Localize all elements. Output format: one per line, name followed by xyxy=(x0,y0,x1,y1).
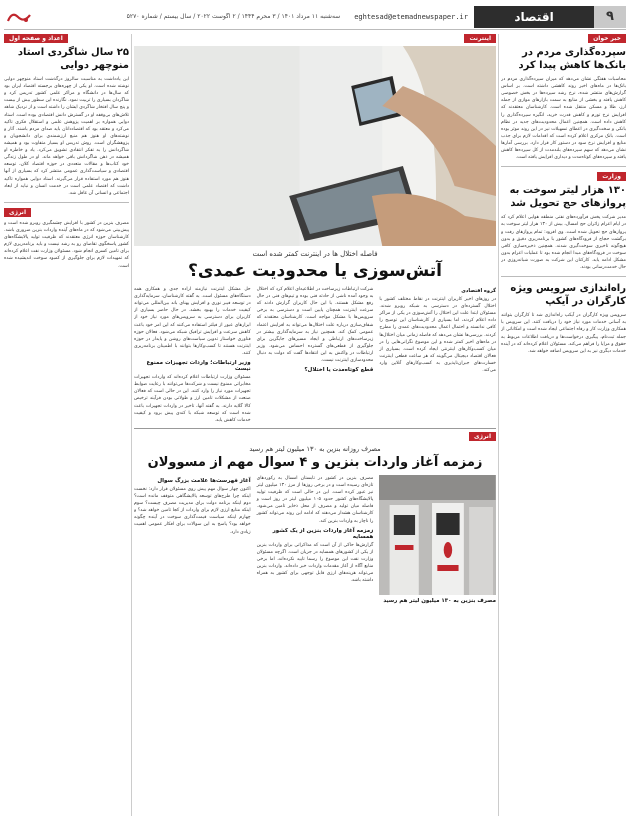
section-tag: خبر خوان xyxy=(588,34,626,43)
article-subhead: مصرف بنزین به ۱۳۰ میلیون لیتر هم رسید xyxy=(383,597,496,604)
second-headline: زمزمه آغاز واردات بنزین و ۴ سوال مهم از مسوولان xyxy=(147,454,483,470)
page-number: ۹ xyxy=(594,6,626,28)
article-headline: راه‌اندازی سرویس ویژه کارگران در آیکپ xyxy=(510,283,626,308)
article-body: این یادداشت به مناسبت سالروز درگذشت استاد منوچهر دوایی نوشته شده است. او یکی از چهره‌های برجسته اقتصاد ایران بود که سال‌ها در دانشگاه و مراکز علمی کشور تدریس کرد و شاگردان بسیاری را تربیت نمود. نگارنده این سطور بیش از بیست و پنج سال افتخار شاگردی ایشان را داشته است و از نزدیک شاهد تلاش‌های بی‌وقفه او در گسترش دانش اقتصادی بوده است. استاد دوایی همواره بر اهمیت پژوهش علمی و استقلال فکری تاکید می‌کرد و معتقد بود که اقتصاددانان باید صدای مردم باشند. آثار و نوشته‌های او هنوز هم منبع ارزشمندی برای دانشجویان و پژوهشگران است. روش تدریس او بسیار متفاوت بود و همیشه شاگردانش را به تفکر انتقادی تشویق می‌کرد. یاد و خاطره او همیشه در ذهن شاگردانش باقی خواهد ماند. او در طول زندگی خود کتاب‌ها و مقالات متعددی در حوزه اقتصاد کلان، توسعه اقتصادی و سیاست‌گذاری عمومی منتشر کرد که بسیاری از آنها هنوز هم مورد استفاده قرار می‌گیرند. استاد دوایی همواره تاکید داشت که اقتصاد علمی است در خدمت انسان و نباید از ابعاد اجتماعی و انسانی آن غافل شد. xyxy=(4,77,129,196)
section-title: اقتصاد xyxy=(474,6,594,28)
article-kicker: فاصله اختلال ها در اینترنت کمتر شده است xyxy=(252,250,378,258)
article-body: اکنون چهار سوال مهم پیش روی مسئولان قرار دارد: نخست اینکه چرا طرح‌های توسعه پالایشگاهی متوقف مانده است؟ دوم اینکه برنامه دولت برای مدیریت مصرف چیست؟ سوم اینکه منابع ارزی لازم برای واردات از کجا تامین خواهد شد؟ و چهارم اینکه سیاست قیمت‌گذاری سوخت در آینده چگونه خواهد بود؟ پاسخ به این سوالات برای افکار عمومی اهمیت زیادی دارد. xyxy=(134,486,251,535)
article-body: شرکت ارتباطات زیرساخت در اطلاعیه‌ای اعلام کرد که اختلال به وجود آمده ناشی از حادثه فنی بوده و تیم‌های فنی در حال رفع مشکل هستند. با این حال کاربران گزارش دادند که سرعت اینترنت همچنان پایین است و دسترسی به برخی سرویس‌ها با مشکل مواجه است. کارشناسان معتقدند که شفاف‌سازی درباره علت اختلال‌ها می‌تواند به افزایش اعتماد عمومی کمک کند. همچنین نیاز به سرمایه‌گذاری بیشتر در زیرساخت‌های ارتباطی و ایجاد مسیرهای جایگزین برای جلوگیری از قطعی‌های گسترده احساس می‌شود. وزیر ارتباطات در واکنش به این انتقادها گفت که دولت به دنبال محدودسازی اینترنت نیست. xyxy=(256,287,374,364)
article-body: حل مشکل اینترنت نیازمند اراده جدی و همکاری همه دستگاه‌های مسئول است. به گفته کارشناسان، سرمایه‌گذاری در توسعه فیبر نوری و افزایش پهنای باند بین‌المللی می‌تواند کیفیت خدمات را بهبود بخشد. در حال حاضر بسیاری از کاربران برای دسترسی به سرویس‌های مورد نیاز خود از ابزارهای عبور از فیلتر استفاده می‌کنند که این امر خود باعث کاهش سرعت و افزایش ترافیک شبکه می‌شود. فعالان حوزه فناوری خواستار تدوین سیاست‌های روشن و پایدار در حوزه اینترنت هستند تا کسب‌وکارها بتوانند با اطمینان برنامه‌ریزی کنند. xyxy=(134,287,251,356)
byline: گروه اقتصادی xyxy=(461,288,496,294)
article-body: گزارش‌ها حاکی از آن است که مذاکراتی برای واردات بنزین از یکی از کشورهای همسایه در جریان است. اگرچه مسئولان وزارت نفت این موضوع را رسما تایید نکرده‌اند، اما برخی منابع آگاه از آغاز مقدمات واردات خبر داده‌اند. واردات بنزین می‌تواند هزینه‌های ارزی قابل توجهی برای کشور به همراه داشته باشد. xyxy=(256,542,374,584)
left-column xyxy=(4,34,129,816)
section-tag: اعداد و صفحه اول xyxy=(4,34,68,43)
article-headline: ۲۵ سال شاگردی استاد منوچهر دوایی xyxy=(17,47,129,71)
article-body: محاسبات هفتگی نشان می‌دهد که میزان سپرده‌گذاری مردم در بانک‌ها در ماه‌های اخیر روند کاهشی داشته است. بر اساس گزارش‌های منتشر شده، نرخ رشد سپرده‌ها در بخش خصوصی کاهش یافته و بخشی از منابع به سمت بازارهای موازی از جمله ارز، طلا و مسکن منتقل شده است. کارشناسان معتقدند که افزایش نرخ تورم و کاهش قدرت خرید، انگیزه سپرده‌گذاری را کاهش داده است. همچنین اعمال محدودیت‌های جدید در نظام بانکی و سخت‌گیری در اعطای تسهیلات نیز در این روند موثر بوده است. بانک مرکزی اعلام کرده است که اقدامات لازم برای جذب منابع و افزایش نرخ سود در دستور کار قرار دارد. بررسی آمارها نشان می‌دهد که سهم سپرده‌های بلندمدت از کل سپرده‌ها کاهش یافته و سپرده‌های کوتاه‌مدت و دیداری افزایش یافته است. xyxy=(501,77,626,161)
article-body: مصرف بنزین در کشور در تابستان امسال به رکوردهای تازه‌ای رسیده است و در برخی روزها از مرز ۱۳۰ میلیون لیتر نیز عبور کرده است. این در حالی است که ظرفیت تولید پالایشگاه‌های کشور حدود ۱۰۵ میلیون لیتر در روز است و فاصله میان تولید و مصرف از محل ذخایر تامین می‌شود. کارشناسان هشدار می‌دهند که ادامه این روند می‌تواند کشور را ناچار به واردات بنزین کند. xyxy=(256,475,374,524)
section-tag: انرژی xyxy=(469,432,496,441)
article-body: مدیر شرکت پخش فرآورده‌های نفتی منطقه هوایی اعلام کرد که در ایام اعزام زائران حج امسال، بیش از ۱۳۰ هزار لیتر سوخت به پروازهای حج تحویل شده است. وی افزود: تمام پروازهای رفت و برگشت حجاج از فرودگاه‌های کشور با برنامه‌ریزی دقیق و بدون هیچ‌گونه تاخیری سوخت‌گیری شدند. همچنین ذخیره‌سازی کافی سوخت در فرودگاه‌های مبدا انجام شده بود تا عملیات اعزام بدون مشکل ادامه یابد. کارکنان این شرکت به صورت شبانه‌روزی در حال خدمت‌رسانی بودند. xyxy=(501,215,626,271)
article-subhead: آغاز فهرست‌ها علامت بزرگ سوال xyxy=(157,477,251,484)
article-kicker: مصرف روزانه بنزین به ۱۳۰ میلیون لیتر هم رسید xyxy=(249,444,381,453)
article-body: سرویس ویژه کارگران در آیکپ راه‌اندازی شد تا کارگران بتوانند به آسانی خدمات مورد نیاز خود را دریافت کنند. این سرویس با همکاری وزارت کار و رفاه اجتماعی ایجاد شده است و امکاناتی از جمله ثبت‌نام، پیگیری درخواست‌ها و دریافت اطلاعات مربوط به حقوق و مزایا را فراهم می‌کند. مسئولان اعلام کرده‌اند که در آینده خدمات دیگری نیز به این سرویس اضافه خواهد شد. xyxy=(501,313,626,354)
section-tag: انرژی xyxy=(4,208,31,217)
article-photo xyxy=(134,46,496,246)
column-divider xyxy=(498,34,499,816)
section-tag: اینترنت xyxy=(464,34,496,43)
article-body: در روزهای اخیر کاربران اینترنت در نقاط مختلف کشور با اختلال گسترده‌ای در دسترسی به شبکه روبرو شدند. مسئولان ابتدا علت این اختلال را آتش‌سوزی در یکی از مراکز داده اعلام کردند، اما بسیاری از کارشناسان این توضیح را کافی ندانسته و احتمال اعمال محدودیت‌های عمدی را مطرح کردند. بررسی‌ها نشان می‌دهد که فاصله زمانی میان اختلال‌ها در ماه‌های اخیر کمتر شده و این موضوع نگرانی‌هایی را در میان کسب‌وکارهای اینترنتی ایجاد کرده است. بسیاری از فعالان اقتصاد دیجیتال می‌گویند که هر ساعت قطعی اینترنت خسارت‌های جبران‌ناپذیری به کسب‌وکارهای آنلاین وارد می‌کند. xyxy=(379,297,496,374)
contact-email: eghtesad@etemadnewspaper.ir xyxy=(354,12,468,21)
column-divider xyxy=(131,34,132,816)
newspaper-logo-icon xyxy=(4,6,34,28)
article-body: مصرف بنزین در کشور با افزایش چشمگیری روبرو شده است و پیش‌بینی می‌شود که در ماه‌های آینده واردات بنزین ضروری باشد. کارشناسان حوزه انرژی معتقدند که ظرفیت تولید پالایشگاه‌های کشور پاسخگوی تقاضای رو به رشد نیست و باید برنامه‌ریزی لازم برای تامین کسری انجام شود. مسئولان وزارت نفت اعلام کرده‌اند که تمهیدات لازم برای جلوگیری از کمبود سوخت اندیشیده شده است. xyxy=(4,220,129,269)
article-subhead: زمزمه آغاز واردات بنزین از یک کشور همسایه xyxy=(272,527,374,540)
masthead xyxy=(4,4,626,30)
right-column xyxy=(501,34,626,816)
center-column xyxy=(134,34,496,816)
article-subhead: قطع کوتاه‌مدت یا اختلال؟ xyxy=(304,367,374,374)
section-tag: وزارت xyxy=(597,172,626,181)
article-headline: سپرده‌گذاری مردم در بانک‌ها کاهش پیدا کرد xyxy=(518,47,626,71)
gas-station-photo xyxy=(379,475,496,595)
article-subhead: وزیر ارتباطات؛ واردات تجهیزات ممنوع نیست xyxy=(146,360,251,373)
article-body: مسئولان وزارت ارتباطات اعلام کرده‌اند که واردات تجهیزات مخابراتی ممنوع نیست و شرکت‌ها می‌توانند با رعایت ضوابط تجهیزات مورد نیاز را وارد کنند. این در حالی است که فعالان صنعت از مشکلات تامین ارز و طولانی بودن فرآیند ترخیص کالا گلایه دارند. به گفته آنها، تاخیر در واردات تجهیزات باعث شده است که توسعه شبکه با کندی پیش برود و کیفیت خدمات کاهش یابد. xyxy=(134,375,251,423)
main-headline: آتش‌سوزی یا محدودیت عمدی؟ xyxy=(187,261,443,281)
article-headline: ۱۳۰ هزار لیتر سوخت به پروازهای حج تحویل شد xyxy=(509,185,626,210)
date-line: سه‌شنبه ۱۱ مرداد ۱۴۰۱ / ۳ محرم ۱۴۴۴ / ۲ آگوست ۲۰۲۲ / سال بیستم / شماره ۵۲۷۰ xyxy=(126,13,341,20)
